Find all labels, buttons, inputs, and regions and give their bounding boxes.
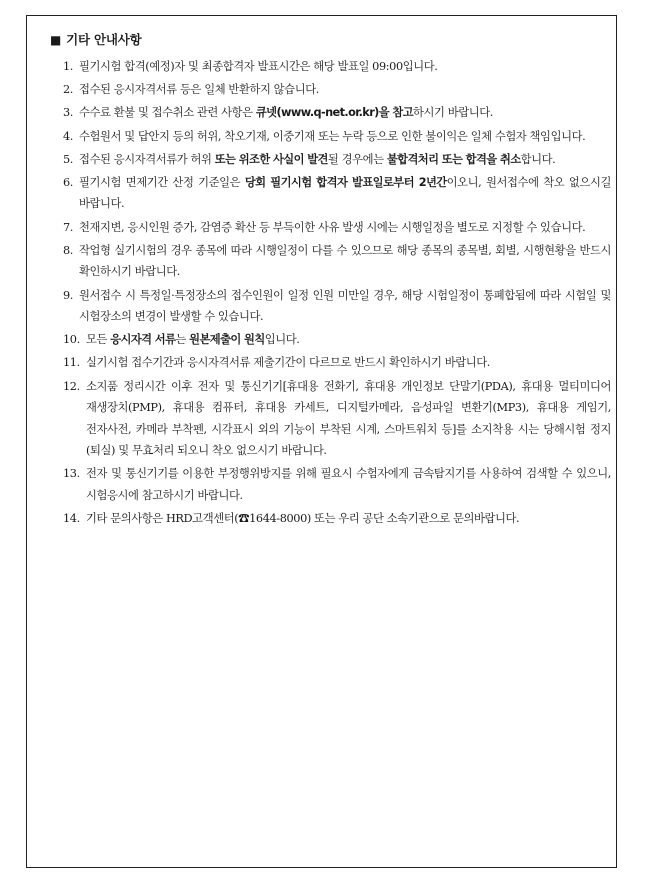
list-item [63, 508, 611, 530]
item-text-part: 될 경우에는 [327, 152, 387, 166]
item-text [86, 329, 611, 351]
list-item [63, 172, 611, 215]
emphasis-text: 원본제출이 원칙 [189, 333, 265, 347]
emphasis-text: 응시자격 서류 [110, 333, 176, 347]
item-text-part: 합니다. [520, 152, 556, 166]
list-item [63, 126, 611, 148]
item-number: 8. [63, 243, 73, 257]
section-title-text: 기타 안내사항 [66, 32, 142, 47]
item-text: 천재지변, 응시인원 증가, 감염증 확산 등 부득이한 사유 발생 시에는 시행일정을 별도로 지정할 수 있습니다. [79, 220, 586, 234]
item-text-part: 필기시험 면제기간 산정 기준일은 [79, 175, 245, 189]
item-number: 14. [63, 511, 80, 525]
section-title [50, 30, 142, 48]
item-number: 9. [63, 288, 73, 302]
item-text: 기타 문의사항은 HRD고객센터(☎1644-8000) 또는 우리 공단 소속기관으로 문의바랍니다. [86, 511, 520, 525]
list-item [63, 329, 611, 351]
item-text: 원서접수 시 특정일·특정장소의 접수인원이 일정 인원 미만일 경우, 해당 시험일정이 통폐합됨에 따라 시험일 및 시험장소의 변경이 발생할 수 있습니다. [79, 288, 611, 323]
item-text-part: 는 [175, 333, 190, 347]
square-bullet-icon: ■ [50, 33, 62, 47]
list-item [63, 352, 611, 374]
item-number: 1. [63, 60, 73, 73]
list-item [63, 79, 611, 101]
list-item [63, 56, 611, 78]
list-item [63, 376, 611, 462]
emphasis-text: 당회 필기시험 합격자 발표일로부터 2년간 [244, 175, 447, 189]
item-text-part: 하시기 바랍니다. [413, 106, 493, 120]
item-text-part: 모든 [86, 333, 111, 347]
emphasis-qnet-link: 큐넷(www.q-net.or.kr)을 참고 [255, 106, 414, 120]
list-item [63, 102, 611, 124]
emphasis-text: 또는 위조한 사실이 발견 [214, 152, 328, 166]
item-text [79, 102, 611, 124]
item-number: 2. [63, 83, 73, 97]
item-number: 6. [63, 175, 73, 189]
list-item [63, 217, 611, 239]
item-text-part: 입니다. [264, 333, 300, 347]
item-text: 필기시험 합격(예정)자 및 최종합격자 발표시간은 해당 발표일 09:00입니다. [79, 60, 438, 73]
item-number: 13. [63, 467, 80, 481]
item-number: 3. [63, 106, 73, 120]
item-text: 접수된 응시자격서류 등은 일체 반환하지 않습니다. [79, 83, 319, 97]
item-text: 수험원서 및 답안지 등의 허위, 착오기재, 이중기재 또는 누락 등으로 인한 불이익은 일체 수험자 책임입니다. [79, 129, 586, 143]
item-number: 7. [63, 220, 73, 234]
item-number: 5. [63, 152, 73, 166]
item-number: 11. [63, 356, 80, 370]
list-item [63, 463, 611, 506]
item-number: 12. [63, 379, 80, 393]
notice-list [63, 56, 611, 531]
item-text [79, 149, 611, 171]
item-text [79, 172, 611, 215]
list-item [63, 149, 611, 171]
item-number: 10. [63, 333, 80, 347]
item-number: 4. [63, 129, 73, 143]
item-text: 작업형 실기시험의 경우 종목에 따라 시행일정이 다를 수 있으므로 해당 종목의 종목별, 회별, 시행현황을 반드시 확인하시기 바랍니다. [79, 243, 611, 279]
item-text: 실기시험 접수기간과 응시자격서류 제출기간이 다르므로 반드시 확인하시기 바랍니다. [86, 356, 490, 370]
item-text: 소지품 정리시간 이후 전자 및 통신기기[휴대용 전화기, 휴대용 개인정보 단말기(PDA), 휴대용 멀티미디어 재생장치(PMP), 휴대용 컴퓨터, 휴대용 카세트, 디지털카메라, 음성파일 변환기(MP3), 휴대용 게임기, 전자사전, 카메라 부착펜, 시각표시 외의 기능이 부착된 시계, 스마트워치 등]를 소지착용 시는 당해시험 정지(퇴실) 및 무효처리 되오니 착오 없으시기 바랍니다. [86, 379, 611, 458]
list-item [63, 285, 611, 328]
item-text-part: 접수된 응시자격서류가 허위 [79, 152, 215, 166]
item-text-part: 수수료 환불 및 접수취소 관련 사항은 [79, 106, 256, 120]
item-text-part: 이오니, 원서접수에 착오 없으시길 바랍니다. [79, 175, 611, 211]
emphasis-text: 불합격처리 또는 합격을 취소 [386, 152, 521, 166]
item-text: 전자 및 통신기기를 이용한 부정행위방지를 위해 필요시 수험자에게 금속탐지기를 사용하여 검색할 수 있으니, 시험응시에 참고하시기 바랍니다. [86, 467, 611, 502]
list-item [63, 240, 611, 283]
